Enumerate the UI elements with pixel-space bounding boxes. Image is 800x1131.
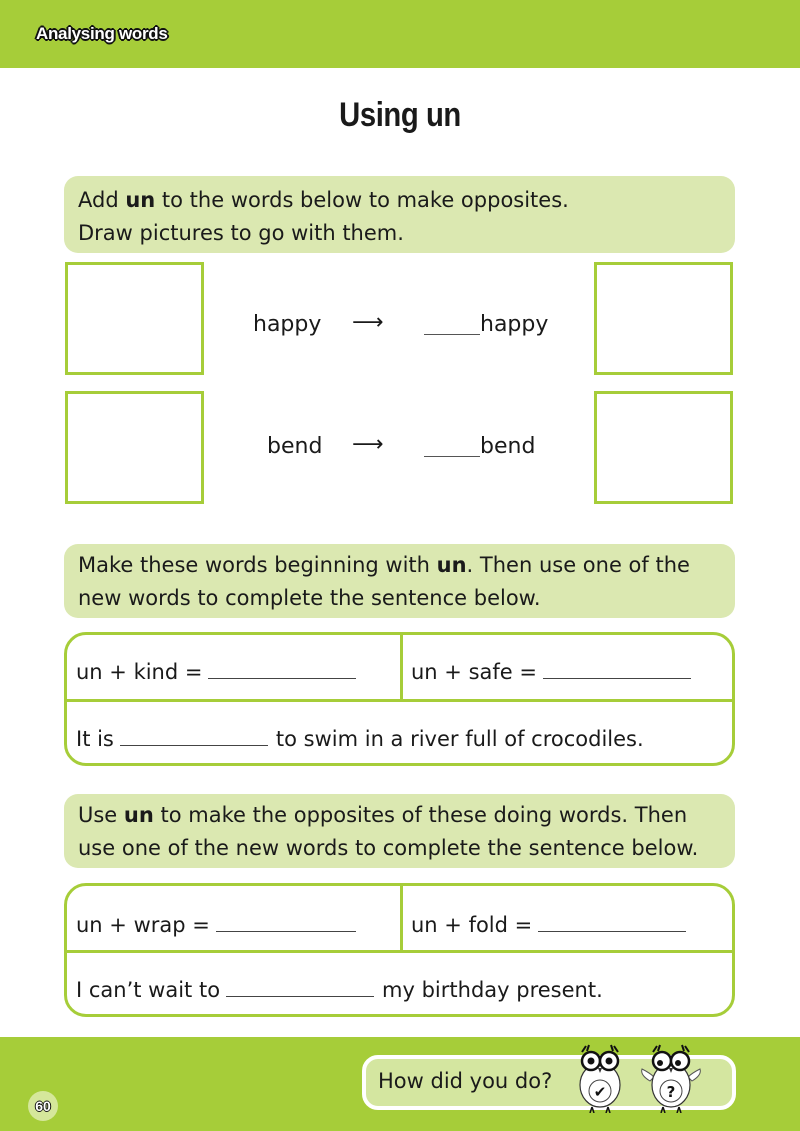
instruction-text: Make these words beginning with	[78, 553, 437, 577]
instruction-text: Draw pictures to go with them.	[78, 221, 404, 245]
cell-un-safe	[411, 658, 691, 686]
suffix-word: bend	[480, 434, 536, 459]
instruction-text: . Then use one of the	[466, 553, 690, 577]
arrow-icon: ⟶	[352, 310, 384, 335]
instruction-text: new words to complete the sentence below.	[78, 586, 541, 610]
answer-blank[interactable]	[120, 745, 268, 746]
cell-un-fold	[411, 911, 686, 939]
word-row-bend	[220, 434, 580, 474]
arrow-icon: ⟶	[352, 432, 384, 457]
activity2-table	[64, 632, 735, 766]
drawing-box-unhappy[interactable]	[594, 262, 733, 375]
svg-text:?: ?	[666, 1083, 676, 1101]
self-review-box	[362, 1055, 736, 1110]
sentence-text: It is	[76, 727, 114, 751]
cell-label: un + safe =	[411, 660, 537, 684]
activity3-instruction	[64, 794, 735, 868]
instruction-text: use one of the new words to complete the sentence below.	[78, 836, 699, 860]
sentence-text: to swim in a river full of crocodiles.	[275, 727, 644, 751]
instruction-text: Add	[78, 188, 126, 212]
page-title: Using un	[339, 96, 461, 134]
instruction-text: to the words below to make opposites.	[155, 188, 569, 212]
activity2-instruction	[64, 544, 735, 618]
activity3-table	[64, 883, 735, 1017]
answer-blank[interactable]	[424, 334, 480, 335]
drawing-box-unbend[interactable]	[594, 391, 733, 504]
answer-blank[interactable]	[543, 678, 691, 679]
owl-check-icon[interactable]	[572, 1041, 628, 1113]
divider	[400, 886, 403, 950]
suffix-word: happy	[480, 312, 549, 337]
cell-un-wrap	[76, 911, 356, 939]
word-row-happy	[220, 312, 580, 352]
answer-blank[interactable]	[208, 678, 356, 679]
answer-blank[interactable]	[226, 996, 374, 997]
sentence-row	[76, 976, 603, 1004]
base-word: happy	[253, 312, 322, 337]
drawing-box-bend[interactable]	[65, 391, 204, 504]
page-number: 60	[28, 1091, 58, 1121]
instruction-text: to make the opposites of these doing words. Then	[153, 803, 688, 827]
cell-un-kind	[76, 658, 356, 686]
instruction-text: Use	[78, 803, 124, 827]
answer-blank[interactable]	[424, 456, 480, 457]
drawing-box-happy[interactable]	[65, 262, 204, 375]
sentence-row	[76, 725, 644, 753]
sentence-text: I can’t wait to	[76, 978, 221, 1002]
divider	[67, 699, 732, 702]
sentence-text: my birthday present.	[382, 978, 603, 1002]
cell-label: un + wrap =	[76, 913, 210, 937]
base-word: bend	[267, 434, 323, 459]
divider	[67, 950, 732, 953]
activity1-instruction	[64, 176, 735, 253]
instruction-bold: un	[436, 553, 467, 577]
divider	[400, 635, 403, 699]
answer-blank[interactable]	[538, 931, 686, 932]
answer-blank[interactable]	[216, 931, 356, 932]
svg-text:✔: ✔	[593, 1083, 607, 1101]
review-label: How did you do?	[378, 1069, 553, 1093]
cell-label: un + kind =	[76, 660, 203, 684]
instruction-bold: un	[125, 188, 156, 212]
section-label: Analysing words	[36, 24, 168, 43]
cell-label: un + fold =	[411, 913, 533, 937]
instruction-bold: un	[123, 803, 154, 827]
owl-question-icon[interactable]	[638, 1041, 704, 1113]
